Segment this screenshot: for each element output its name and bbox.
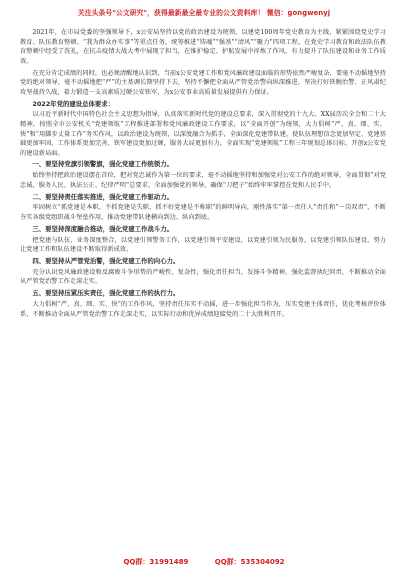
document-body — [20, 28, 386, 321]
section-heading: 二、要坚持责任落实推进，强化党建工作驱动力。 — [32, 192, 173, 201]
paragraph: 大力倡树“严、真、细、实、快”的工作作风，坚持责任压实不动摇，进一步强化担当作为，压实党建主体责任，优化考核评价体系，不断推动全面从严管党治警工作走深走实，以实际行动和优异成绩迎接党的二十大胜利召开。 — [20, 300, 386, 318]
section-heading: 一、要坚持党旗引领警旗，强化党建工作统领力。 — [32, 160, 173, 169]
qq-group-1: QQ群：31991489 — [123, 558, 189, 566]
section-heading: 三、要坚持深度融合推动，强化党建工作战斗力。 — [32, 224, 173, 233]
section-heading: 四、要坚持从严管党治警，强化党建工作的向心力。 — [32, 257, 180, 265]
promo-banner: 关注头条号"公文研究"，获得最新最全最专业的公文资料库！ 微信：gongwenyj — [77, 9, 331, 17]
paragraph: 始终坚持把政治建设摆在首位，把对党忠诚作为第一位的要求，毫不动摇地坚持和加强党对公安工作的绝对领导，全面贯彻“对党忠诚、服务人民、执法公正、纪律严明”总要求，全面加强党的领导，确保“刀把子”始终牢牢掌控在党和人民手中。 — [20, 172, 386, 189]
footer-contact — [0, 557, 408, 567]
paragraph: 在充分肯定成绩的同时，也必须清醒地认识到，当前x公安党建工作和党风廉政建设面临的形势依然严峻复杂，要毫不动摇地坚持党的绝对领导，毫不动摇地把“严”的主基调长期坚持下去，坚持不懈把全面从严管党治警向纵深推进，坚决打好铁腕治警、正风肃纪攻坚战持久战，着力锻造一支高素质过硬公安铁军，为x公安事业高质量发展提供有力保证。 — [20, 69, 386, 96]
section-heading: 五、要坚持压紧压实责任，强化党建工作的执行力。 — [32, 289, 180, 298]
paragraph: 2021年，在市局党委的坚强领导下，x公安局坚持以党的政治建设为统领，以建党100周年党史教育为主线，紧紧围绕党史学习教育、队伍教育整顿、“我为群众办实事”等重点任务，统筹推进“铸魂”“强基”“清风”“聚力”四项工程，在党史学习教育和政法队伍教育整顿中经受了洗礼，在抗击疫情大战大考中展现了担当，在维护稳定、护航发展中淬炼了作风，有力提升了队伍建设和业务工作质效。 — [20, 29, 386, 65]
paragraph: 充分认识党风廉政建设和反腐败斗争形势的严峻性、复杂性，强化责任担当，发扬斗争精神，强化监督执纪问责，不断推动全面从严管党治警工作走深走实。 — [20, 268, 386, 286]
qq-group-2: QQ群：535304092 — [214, 558, 285, 566]
section-heading: 2022年党的建设总体要求： — [32, 99, 115, 108]
paragraph: 牢固树立“抓党建是本职、不抓党建是失职、抓不好党建是不称职”的鲜明导向，刚性落实“第一责任人”责任和“一岗双责”，不断夯实各级党组织战斗堡垒作用，推动党建带队建横向到边、纵向到底。 — [20, 204, 386, 222]
paragraph: 以习近平新时代中国特色社会主义思想为指导，认真落实新时代党的建设总要求，深入贯彻党的十九大、XX届历次全会和二十大精神，按照全市公安机关“党建领航”工程推进部署和党风廉政建设工作要求，以“全面开创”为统领，大力倡树“严、真、细、实、快”和“用脚步丈量工作”务实作风，以政治建设为统领，以深度融合为抓手，全面深化党建带队建，使队伍理想信念更加坚定、党建基础更加牢固、工作体系更加完善、铁军建设更加过硬，服务大局更加有力，全面实现“党建领航”工程三年规划总体目标，开创x公安党的建设新局面。 — [20, 111, 386, 157]
paragraph: 把党建与队伍、业务深度整合，以党建引领警务工作，以党建引领平安建设，以党建引领为民服务，以党建引领队伍建设，努力让党建工作和队伍建设不断取得新成效。 — [20, 236, 386, 254]
